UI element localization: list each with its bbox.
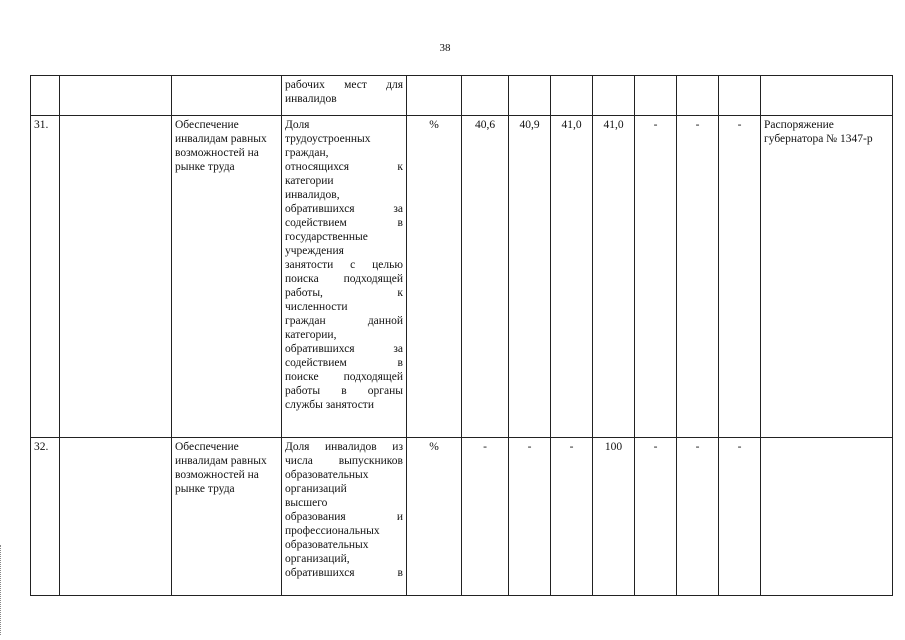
value-cell: - <box>509 438 551 596</box>
indicator-line: высшего <box>285 497 328 509</box>
indicator-line: Доля <box>285 119 310 131</box>
cell-value <box>635 76 677 116</box>
indicator-line: образования и <box>285 511 403 523</box>
cell-task <box>172 76 282 116</box>
table-row-31 <box>31 116 893 438</box>
indicators-table <box>30 75 893 596</box>
table-row-continuation <box>31 76 893 116</box>
indicator-line: службы занятости <box>285 399 374 411</box>
cell-value <box>593 76 635 116</box>
value-cell: - <box>462 438 509 596</box>
task-text: Обеспечение инвалидам равных возможностей на рынке труда <box>172 438 282 596</box>
cell-value <box>551 76 593 116</box>
source-text: Распоряжение губернатора № 1347-р <box>761 116 893 438</box>
unit-value: % <box>407 116 462 438</box>
cell-indicator <box>282 76 407 116</box>
row-number: 32. <box>31 438 60 596</box>
value-cell: - <box>635 116 677 438</box>
indicator-line: обратившихся за <box>285 203 403 215</box>
indicator-line: инвалидов <box>285 93 337 105</box>
source-text <box>761 438 893 596</box>
value-cell: 100 <box>593 438 635 596</box>
row-number: 31. <box>31 116 60 438</box>
value-cell: - <box>677 438 719 596</box>
cell-number <box>31 76 60 116</box>
indicator-line: учреждения <box>285 245 344 257</box>
indicator-line: организаций, <box>285 553 350 565</box>
value-cell: 41,0 <box>593 116 635 438</box>
indicator-line: занятости с целью <box>285 259 403 271</box>
indicator-line: относящихся к <box>285 161 403 173</box>
indicator-line: профессиональных <box>285 525 380 537</box>
value-cell: - <box>719 438 761 596</box>
indicator-line: численности <box>285 301 348 313</box>
page-number: 38 <box>439 42 451 54</box>
cell-value <box>462 76 509 116</box>
indicator-line: работы в органы <box>285 385 403 397</box>
indicator-line: трудоустроенных <box>285 133 371 145</box>
indicator-line: числа выпускников <box>285 455 403 467</box>
indicator-line: государственные <box>285 231 368 243</box>
cell-empty <box>60 116 172 438</box>
indicator-line: работы, к <box>285 287 403 299</box>
indicator-line: поиске подходящей <box>285 371 403 383</box>
cell-value <box>677 76 719 116</box>
unit-value: % <box>407 438 462 596</box>
indicator-line: Доля инвалидов из <box>285 441 403 453</box>
indicator-text <box>282 116 407 438</box>
value-cell: 40,9 <box>509 116 551 438</box>
indicator-line: категории, <box>285 329 337 341</box>
indicator-line: поиска подходящей <box>285 273 403 285</box>
table-row-32 <box>31 438 893 596</box>
value-cell: - <box>551 438 593 596</box>
task-text: Обеспечение инвалидам равных возможностей на рынке труда <box>172 116 282 438</box>
value-cell: - <box>677 116 719 438</box>
indicator-line: категории <box>285 175 334 187</box>
cell-empty <box>60 76 172 116</box>
cell-value <box>509 76 551 116</box>
margin-mark <box>0 545 3 635</box>
indicator-line: образовательных <box>285 469 369 481</box>
cell-empty <box>60 438 172 596</box>
indicator-line: граждан данной <box>285 315 403 327</box>
cell-value <box>719 76 761 116</box>
value-cell: 40,6 <box>462 116 509 438</box>
indicator-line: инвалидов, <box>285 189 340 201</box>
indicator-line: обратившихся за <box>285 343 403 355</box>
indicator-line: организаций <box>285 483 347 495</box>
indicator-line: содействием в <box>285 357 403 369</box>
indicator-line: граждан, <box>285 147 329 159</box>
value-cell: - <box>719 116 761 438</box>
indicator-line: обратившихся в <box>285 567 403 579</box>
indicator-text <box>282 438 407 596</box>
indicator-line: содействием в <box>285 217 403 229</box>
cell-source <box>761 76 893 116</box>
indicator-line: образовательных <box>285 539 369 551</box>
value-cell: - <box>635 438 677 596</box>
indicator-line: рабочих мест для <box>285 79 403 91</box>
cell-unit <box>407 76 462 116</box>
value-cell: 41,0 <box>551 116 593 438</box>
